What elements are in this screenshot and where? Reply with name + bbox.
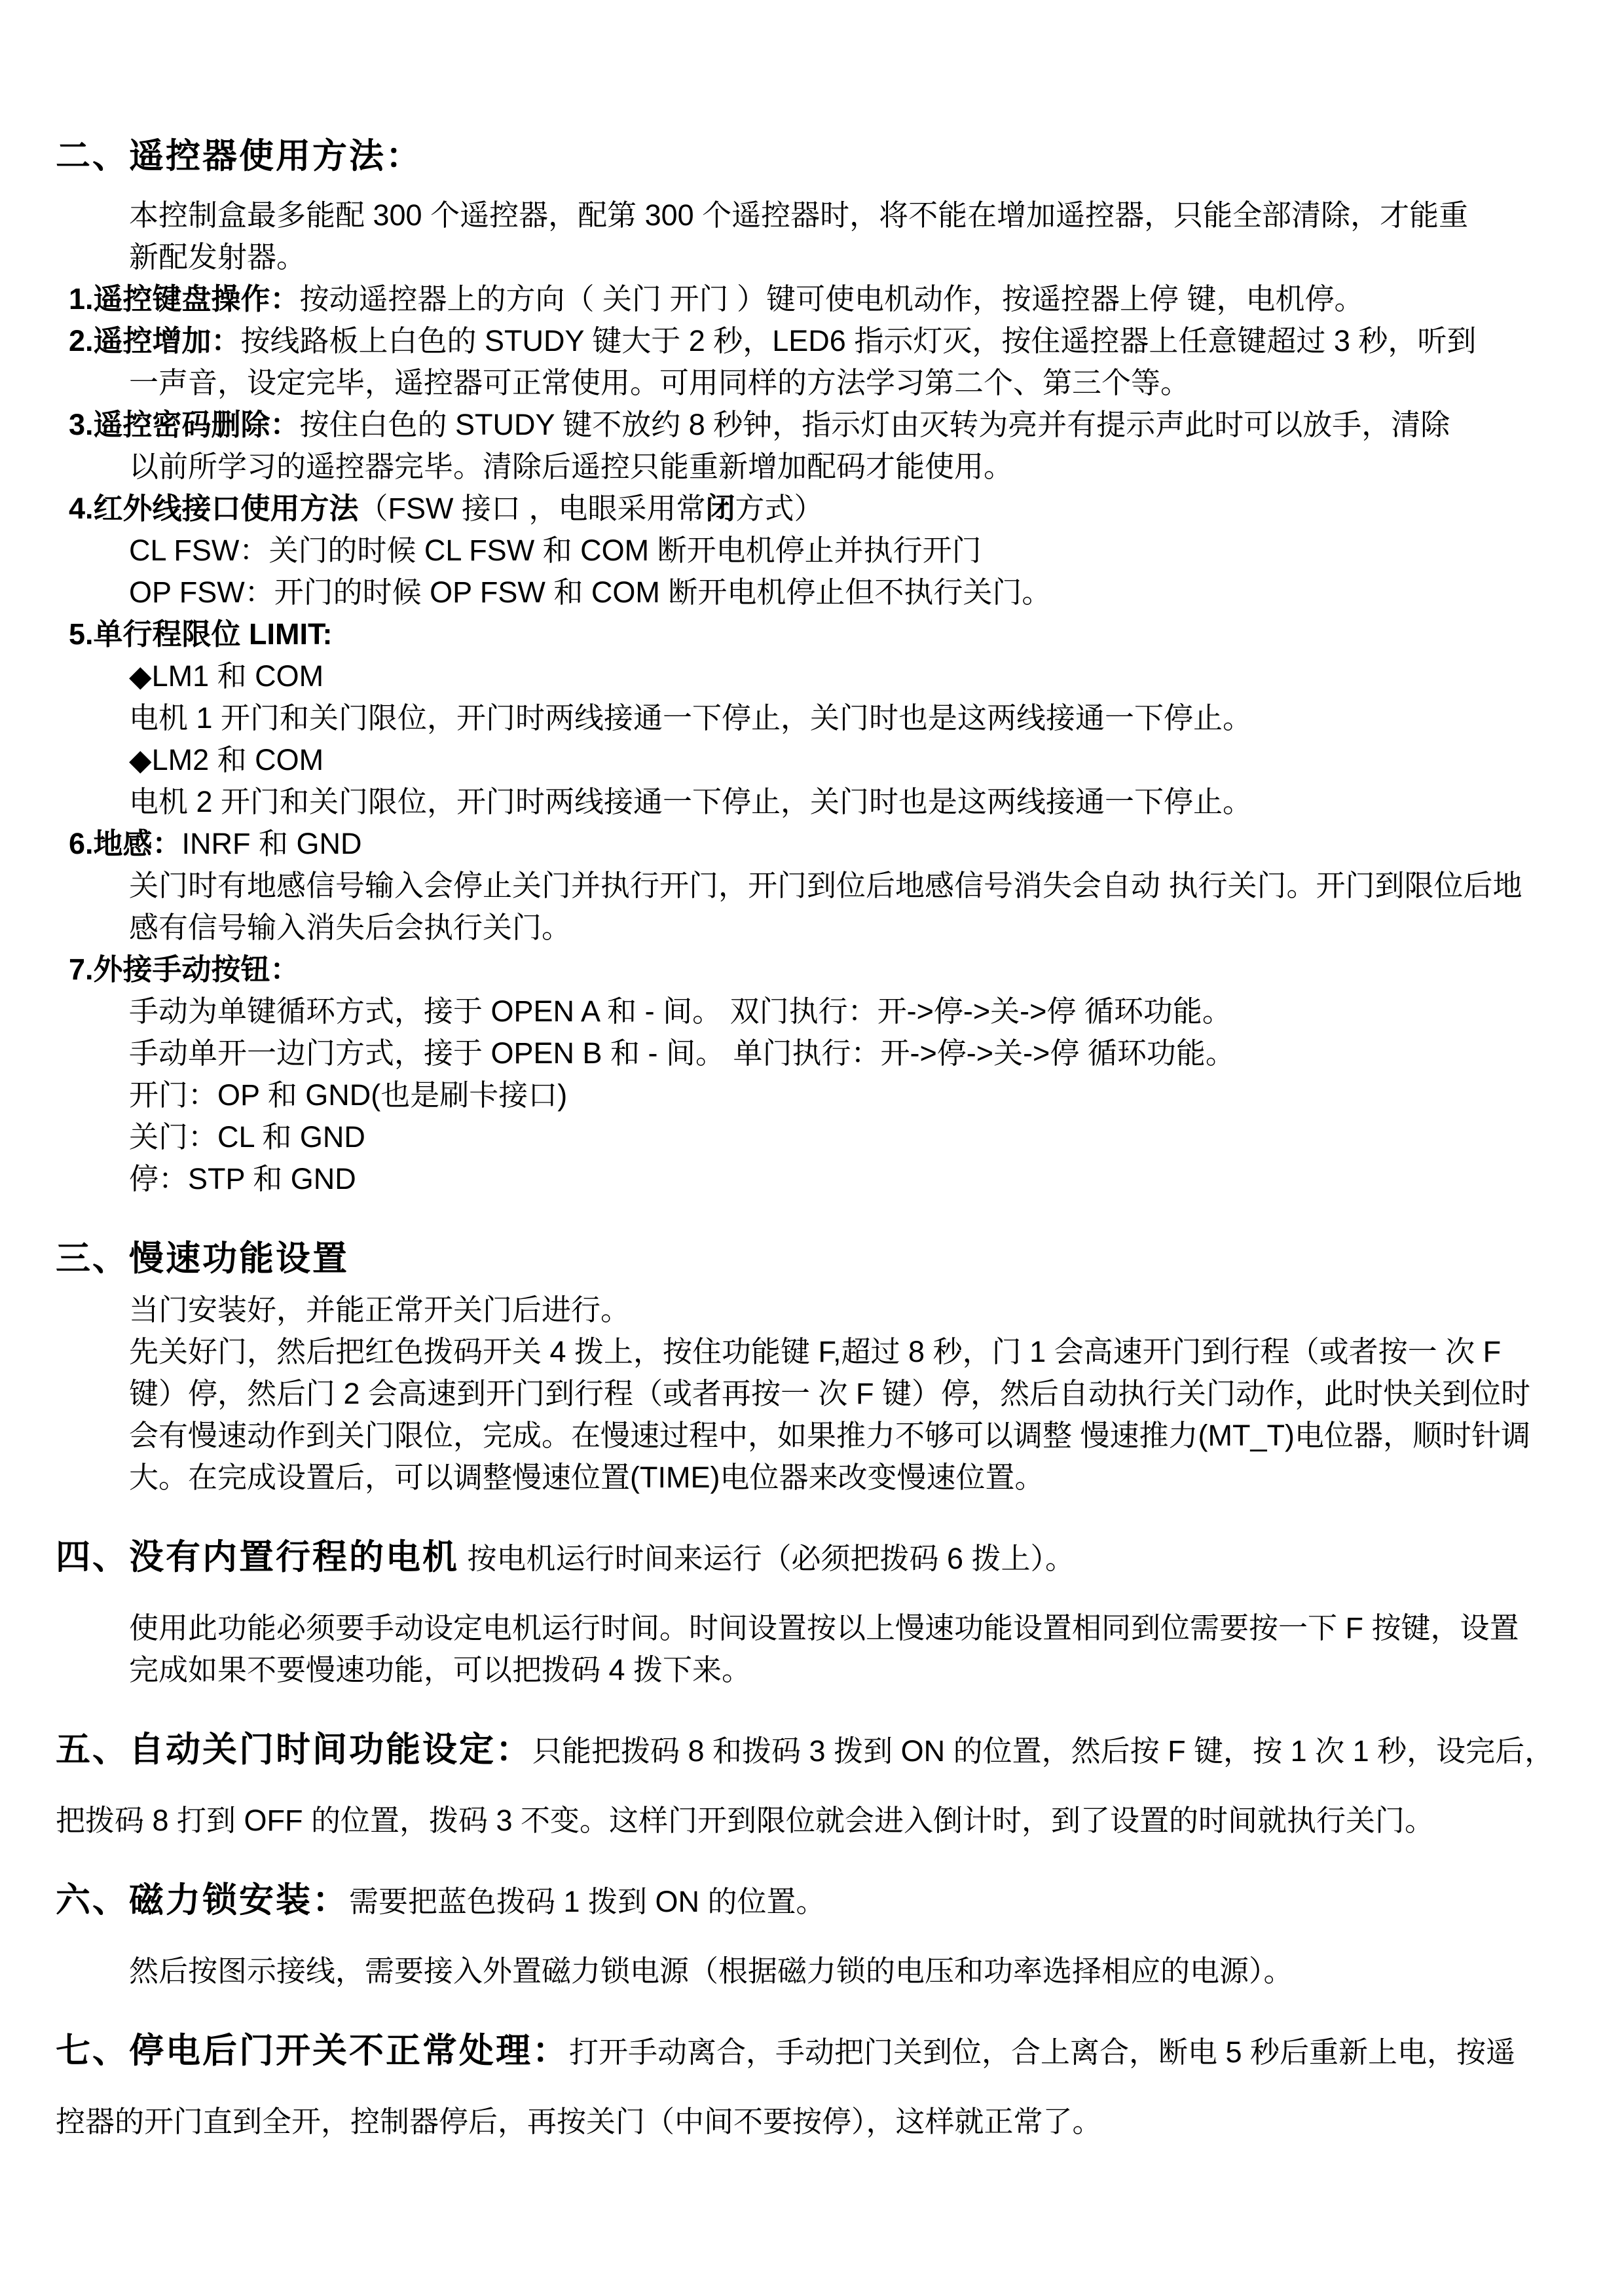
list-item-3 (56, 404, 1578, 446)
text-segment: 当门安装好，并能正常开关门后进行。 (129, 1293, 631, 1326)
section-6-heading (56, 1872, 1578, 1931)
paragraph-line (56, 530, 1578, 572)
text-segment: 4.红外线接口使用方法 (69, 492, 359, 525)
text-segment: OP FSW：开门的时候 OP FSW 和 COM 断开电机停止但不执行关门。 (129, 575, 1052, 609)
paragraph-line (56, 362, 1578, 404)
text-segment: 会有慢速动作到关门限位，完成。在慢速过程中，如果推力不够可以调整 慢速推力(MT_T)电位器，顺时针调 (129, 1419, 1530, 1452)
text-segment: 开门：OP 和 GND(也是刷卡接口) (129, 1078, 568, 1112)
paragraph-line (56, 781, 1578, 823)
text-segment: 按线路板上白色的 STUDY 键大于 2 秒，LED6 指示灯灭，按住遥控器上任意键超过 3 秒，听到 (240, 324, 1477, 357)
text-segment: INRF 和 GND (181, 827, 362, 860)
text-segment: 7.外接手动按钮： (69, 953, 300, 986)
text-segment: 只能把拨码 8 和拨码 3 拨到 ON 的位置，然后按 F 键，按 1 次 1 秒，设完后， (532, 1734, 1555, 1768)
paragraph-line (56, 194, 1578, 236)
text-segment: 电机 1 开门和关门限位，开门时两线接通一下停止，关门时也是这两线接通一下停止。 (129, 701, 1253, 735)
heading-text: 七、停电后门开关不正常处理： (56, 2032, 569, 2070)
paragraph-line (56, 1607, 1578, 1649)
text-segment: 一声音，设定完毕，遥控器可正常使用。可用同样的方法学习第二个、第三个等。 (129, 366, 1190, 399)
text-segment: 3.遥控密码删除： (69, 408, 300, 441)
text-segment: 停：STP 和 GND (129, 1162, 356, 1195)
paragraph-line (56, 2101, 1578, 2143)
text-segment: 本控制盒最多能配 300 个遥控器，配第 300 个遥控器时，将不能在增加遥控器，只能全部清除，才能重 (129, 198, 1469, 232)
paragraph-line (56, 1800, 1578, 1842)
text-segment: 控器的开门直到全开，控制器停后，再按关门（中间不要按停），这样就正常了。 (56, 2105, 1102, 2138)
text-segment: 1.遥控键盘操作： (69, 282, 300, 316)
paragraph-line (56, 236, 1578, 278)
paragraph-line (56, 991, 1578, 1032)
text-segment: CL FSW：关门的时候 CL FSW 和 COM 断开电机停止并执行开门 (129, 534, 982, 567)
heading-text: 三、慢速功能设置 (56, 1239, 349, 1278)
document (56, 128, 1578, 2143)
paragraph-line (56, 1289, 1578, 1331)
paragraph-line (56, 1158, 1578, 1200)
paragraph-line (56, 739, 1578, 781)
text-segment: 2.遥控增加： (69, 324, 241, 357)
section-7-heading (56, 2022, 1578, 2081)
text-segment: 然后按图示接线，需要接入外置磁力锁电源（根据磁力锁的电压和功率选择相应的电源）。 (129, 1954, 1293, 1988)
paragraph-line (56, 1649, 1578, 1691)
paragraph-line (56, 1415, 1578, 1457)
paragraph-line (56, 1032, 1578, 1074)
text-segment: 感有信号输入消失后会执行关门。 (129, 911, 572, 944)
text-segment: 按住白色的 STUDY 键不放约 8 秒钟，指示灯由灭转为亮并有提示声此时可以放手，清除 (299, 408, 1450, 441)
paragraph-line (56, 697, 1578, 739)
text-segment: 打开手动离合，手动把门关到位，合上离合，断电 5 秒后重新上电，按遥 (569, 2035, 1516, 2069)
list-item-5 (56, 613, 1578, 655)
list-item-6 (56, 823, 1578, 865)
text-segment: 电机 2 开门和关门限位，开门时两线接通一下停止，关门时也是这两线接通一下停止。 (129, 785, 1253, 818)
text-segment: 先关好门，然后把红色拨码开关 4 拨上，按住功能键 F,超过 8 秒，门 1 会高速开门到行程（或者按一 次 F (129, 1335, 1502, 1368)
text-segment: 大。在完成设置后，可以调整慢速位置(TIME)电位器来改变慢速位置。 (129, 1461, 1044, 1494)
heading-text: 五、自动关门时间功能设定： (56, 1730, 532, 1769)
section-4-heading (56, 1529, 1578, 1588)
text-segment: 6.地感： (69, 827, 182, 860)
paragraph-line (56, 446, 1578, 488)
text-segment: 5.单行程限位 LIMIT: (69, 617, 333, 651)
section-3-heading (56, 1230, 1578, 1289)
text-segment: ◆LM2 和 COM (129, 743, 324, 776)
text-segment: 按动遥控器上的方向（ 关门 开门 ）键可使电机动作，按遥控器上停 键，电机停。 (299, 282, 1364, 316)
text-segment: 方式） (735, 492, 824, 525)
paragraph-line (56, 907, 1578, 949)
paragraph-line (56, 655, 1578, 697)
paragraph-line (56, 865, 1578, 907)
text-segment: 新配发射器。 (129, 240, 306, 274)
text-segment: 手动单开一边门方式，接于 OPEN B 和 - 间。 单门执行：开->停->关->停 循环功能。 (129, 1036, 1235, 1070)
text-segment: 以前所学习的遥控器完毕。清除后遥控只能重新增加配码才能使用。 (129, 450, 1014, 483)
paragraph-line (56, 1074, 1578, 1116)
list-item-2 (56, 320, 1578, 362)
section-2-heading (56, 128, 1578, 187)
heading-text: 四、没有内置行程的电机 (56, 1538, 459, 1576)
text-segment: 关门：CL 和 GND (129, 1120, 365, 1154)
text-segment: 手动为单键循环方式，接于 OPEN A 和 - 间。 双门执行：开->停->关->停 循环功能。 (129, 994, 1232, 1028)
paragraph-line (56, 1116, 1578, 1158)
paragraph-line (56, 1950, 1578, 1992)
text-segment: 完成如果不要慢速功能，可以把拨码 4 拨下来。 (129, 1653, 752, 1686)
text-segment: 键）停，然后门 2 会高速到开门到行程（或者再按一 次 F 键）停，然后自动执行关门动作，此时快关到位时 (129, 1377, 1531, 1410)
list-item-4 (56, 488, 1578, 530)
paragraph-line (56, 1373, 1578, 1415)
list-item-1 (56, 278, 1578, 320)
text-segment: 闭 (705, 492, 735, 525)
text-segment: ◆LM1 和 COM (129, 659, 324, 693)
heading-text: 二、遥控器使用方法： (56, 137, 422, 175)
text-segment: 需要把蓝色拨码 1 拨到 ON 的位置。 (349, 1885, 826, 1918)
section-5-heading (56, 1721, 1578, 1780)
heading-text: 六、磁力锁安装： (56, 1881, 349, 1920)
paragraph-line (56, 1457, 1578, 1499)
text-segment: 把拨码 8 打到 OFF 的位置，拨码 3 不变。这样门开到限位就会进入倒计时，到了设置的时间就执行关门。 (56, 1804, 1435, 1837)
list-item-7 (56, 949, 1578, 991)
paragraph-line (56, 1331, 1578, 1373)
text-segment: 按电机运行时间来运行（必须把拨码 6 拨上）。 (459, 1542, 1075, 1575)
text-segment: 使用此功能必须要手动设定电机运行时间。时间设置按以上慢速功能设置相同到位需要按一下 F 按键，设置 (129, 1611, 1519, 1645)
text-segment: （FSW 接口 ，电眼采用常 (358, 492, 706, 525)
paragraph-line (56, 572, 1578, 613)
text-segment: 关门时有地感信号输入会停止关门并执行开门，开门到位后地感信号消失会自动 执行关门。开门到限位后地 (129, 869, 1522, 902)
